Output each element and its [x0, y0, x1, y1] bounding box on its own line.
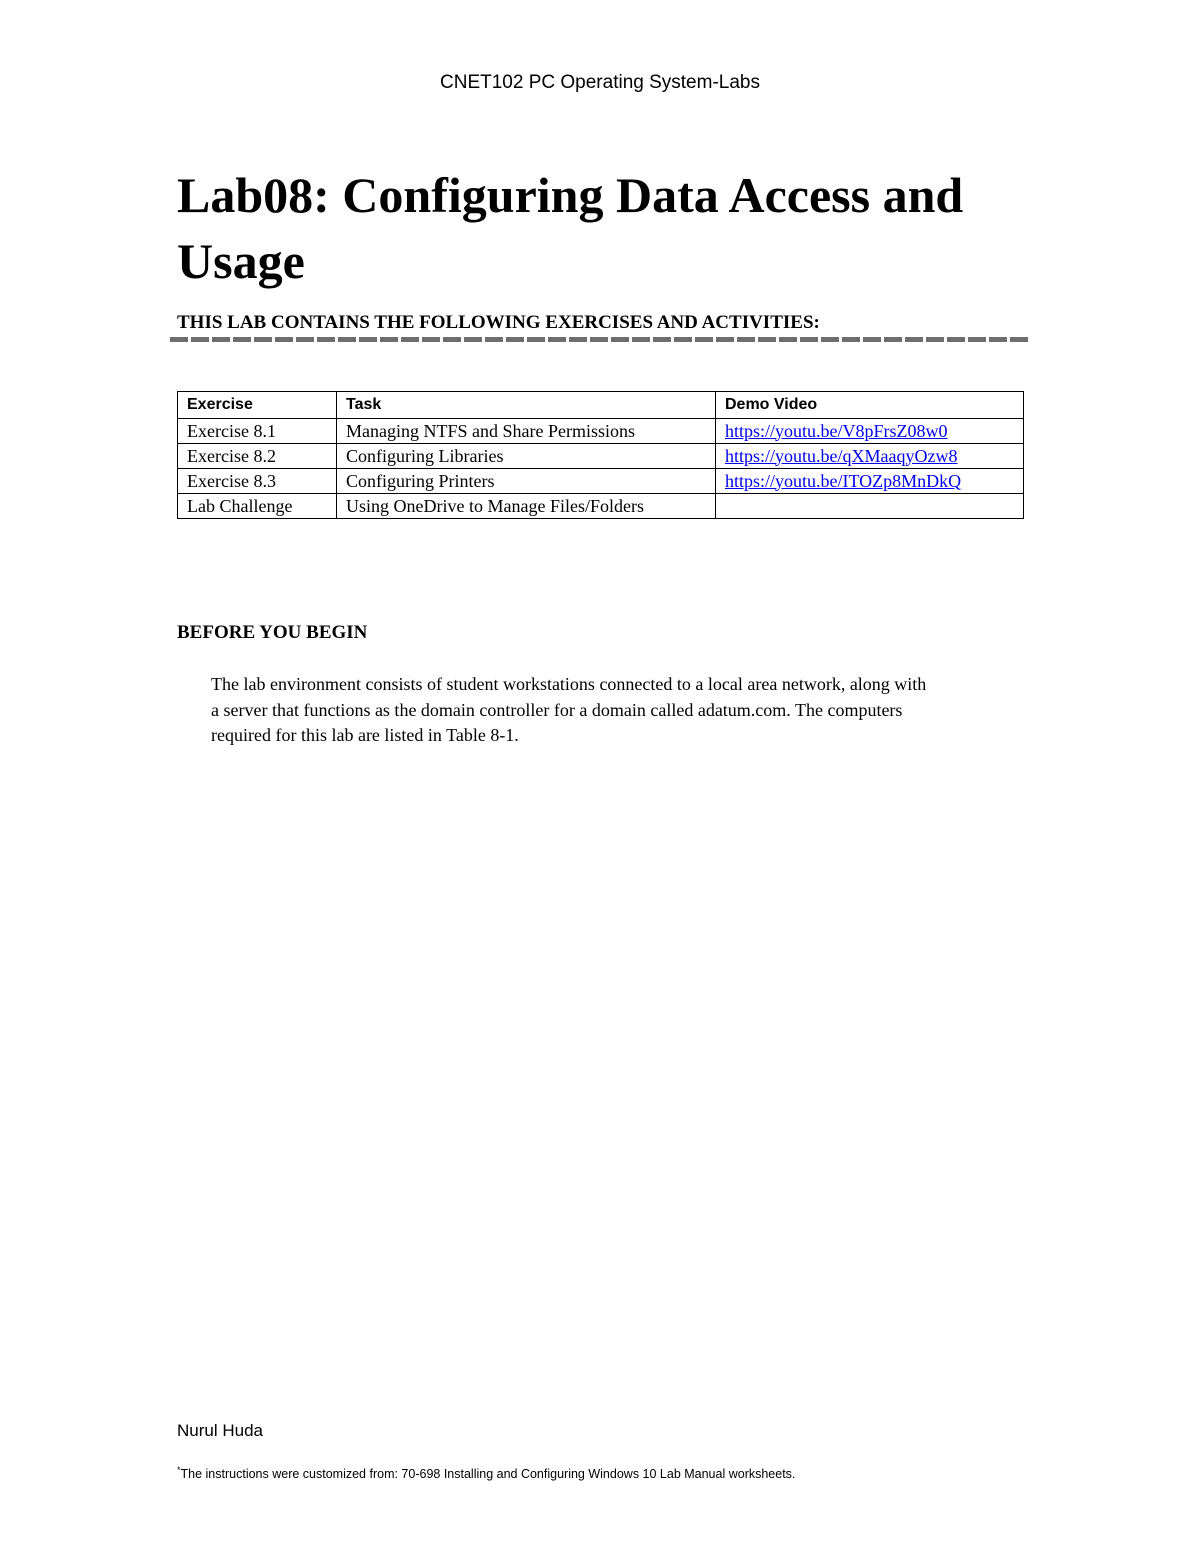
page-header: CNET102 PC Operating System-Labs	[440, 72, 760, 93]
column-header-task: Task	[337, 392, 716, 419]
table-row	[178, 419, 1024, 444]
video-cell	[716, 444, 1024, 469]
author-name: Nurul Huda	[177, 1421, 263, 1440]
dashed-divider	[170, 337, 1030, 342]
page-title: Lab08: Configuring Data Access and Usage	[177, 167, 964, 289]
exercise-table	[177, 391, 1024, 519]
task-cell: Configuring Printers	[337, 469, 716, 494]
lab-environment-paragraph: The lab environment consists of student workstations connected to a local area network, along with a server that functions as the domain controller for a domain called adatum.com. The computers required for this lab are listed in Table 8-1.	[211, 674, 927, 745]
column-header-demo-video: Demo Video	[716, 392, 1024, 419]
footnote-text: The instructions were customized from: 70-698 Installing and Configuring Windows 10 Lab Manual worksheets.	[180, 1467, 796, 1482]
exercise-cell: Exercise 8.1	[178, 419, 337, 444]
video-cell	[716, 419, 1024, 444]
table-header-row	[178, 392, 1024, 419]
column-header-exercise: Exercise	[178, 392, 337, 419]
video-cell	[716, 494, 1024, 519]
before-you-begin-heading: BEFORE YOU BEGIN	[177, 622, 368, 643]
exercise-cell: Exercise 8.2	[178, 444, 337, 469]
table-row	[178, 444, 1024, 469]
exercise-cell: Lab Challenge	[178, 494, 337, 519]
demo-video-link[interactable]: https://youtu.be/V8pFrsZ08w0	[725, 420, 948, 441]
video-cell	[716, 469, 1024, 494]
task-cell: Managing NTFS and Share Permissions	[337, 419, 716, 444]
footnote-marker: *	[177, 1465, 181, 1475]
demo-video-link[interactable]: https://youtu.be/qXMaaqyOzw8	[725, 445, 958, 466]
task-cell: Using OneDrive to Manage Files/Folders	[337, 494, 716, 519]
table-row	[178, 494, 1024, 519]
task-cell: Configuring Libraries	[337, 444, 716, 469]
exercises-heading: THIS LAB CONTAINS THE FOLLOWING EXERCISES AND ACTIVITIES:	[177, 312, 820, 333]
demo-video-link[interactable]: https://youtu.be/ITOZp8MnDkQ	[725, 470, 962, 491]
table-row	[178, 469, 1024, 494]
exercise-cell: Exercise 8.3	[178, 469, 337, 494]
footnote	[177, 1465, 795, 1481]
